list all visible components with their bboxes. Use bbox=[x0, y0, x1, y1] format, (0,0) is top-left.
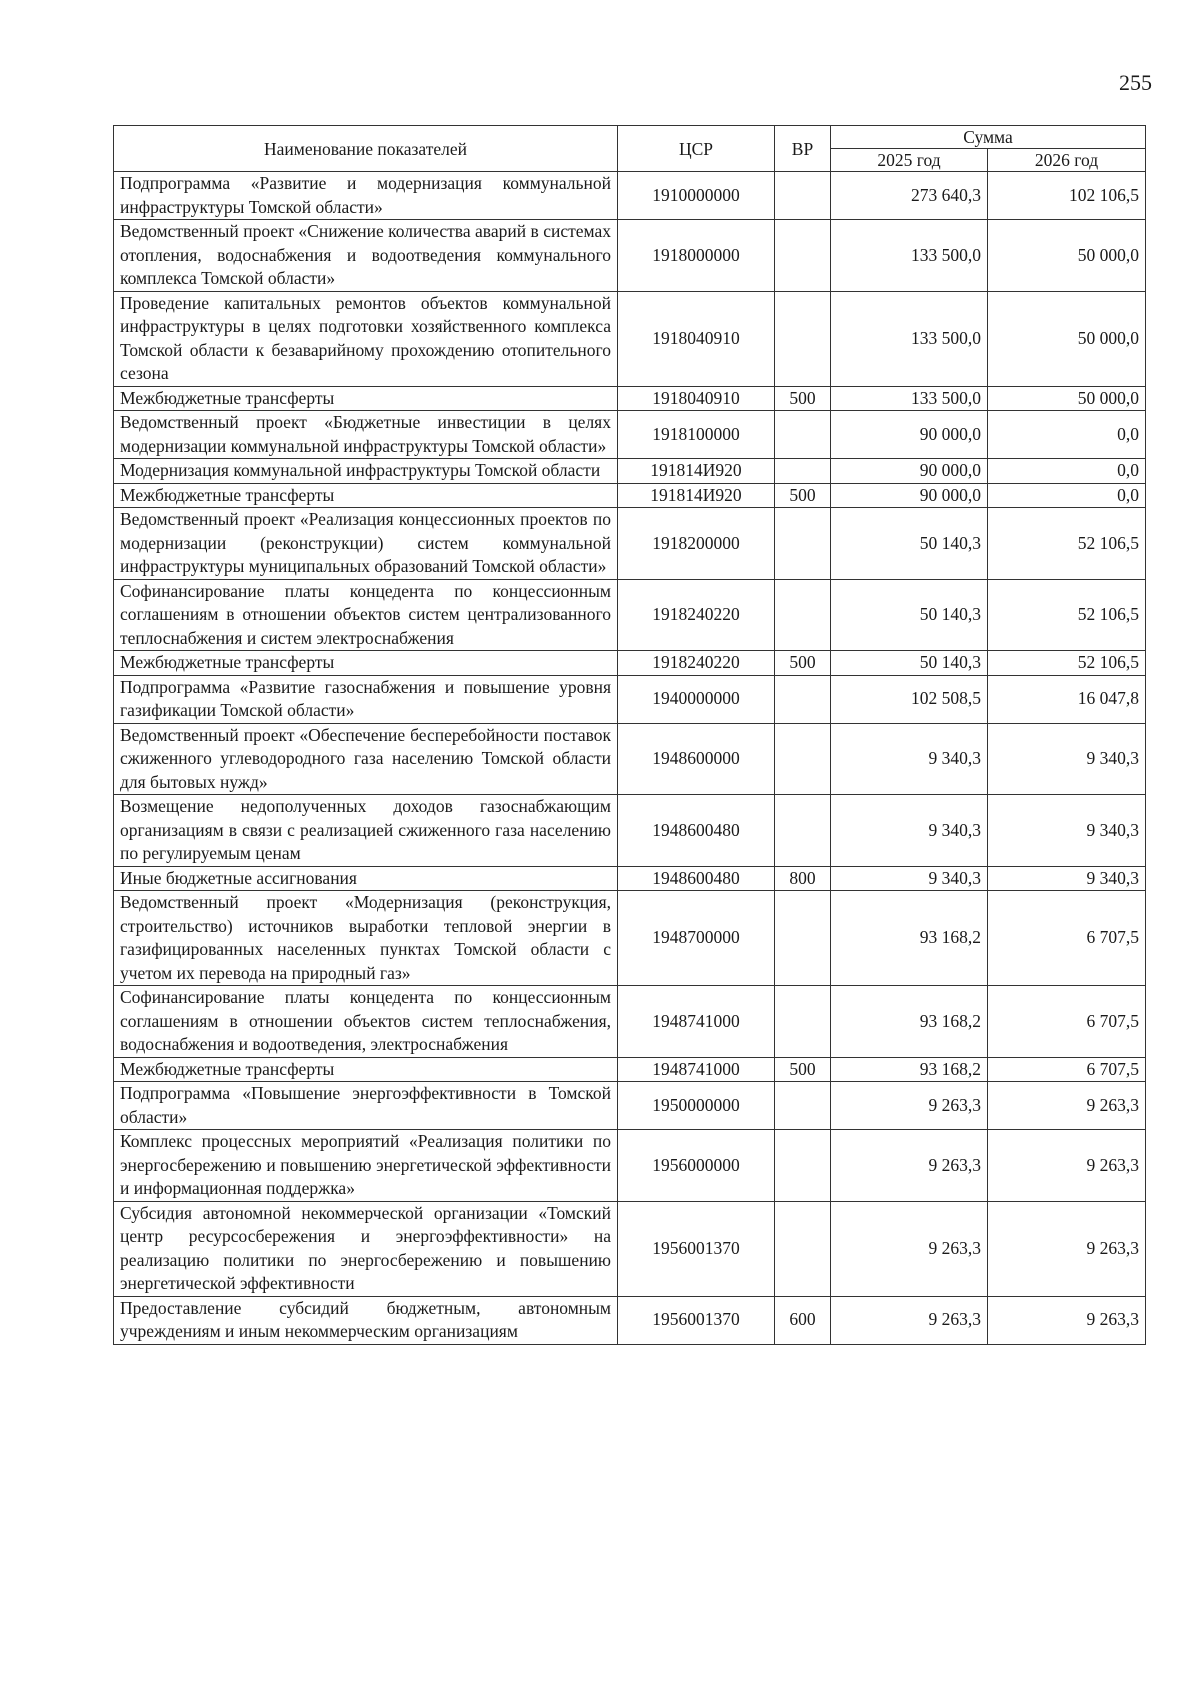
row-name: Межбюджетные трансферты bbox=[114, 651, 618, 676]
row-sum-2026: 16 047,8 bbox=[988, 675, 1146, 723]
row-csr: 191814И920 bbox=[618, 483, 775, 508]
row-csr: 1918040910 bbox=[618, 386, 775, 411]
row-sum-2025: 50 140,3 bbox=[831, 651, 988, 676]
row-name: Софинансирование платы концедента по концессионным соглашениям в отношении объектов систем теплоснабжения, водоснабжения и водоотведения, электроснабжения bbox=[114, 986, 618, 1058]
row-vr: 500 bbox=[775, 386, 831, 411]
row-sum-2025: 133 500,0 bbox=[831, 220, 988, 292]
row-csr: 1910000000 bbox=[618, 172, 775, 220]
header-csr: ЦСР bbox=[618, 126, 775, 172]
header-name: Наименование показателей bbox=[114, 126, 618, 172]
table-row bbox=[114, 723, 1146, 795]
row-sum-2026: 102 106,5 bbox=[988, 172, 1146, 220]
row-sum-2025: 9 340,3 bbox=[831, 866, 988, 891]
row-csr: 1918000000 bbox=[618, 220, 775, 292]
row-name: Ведомственный проект «Бюджетные инвестиции в целях модернизации коммунальной инфраструктуры Томской области» bbox=[114, 411, 618, 459]
table-row bbox=[114, 866, 1146, 891]
table-row bbox=[114, 891, 1146, 986]
table-row bbox=[114, 1057, 1146, 1082]
row-csr: 1948600480 bbox=[618, 795, 775, 867]
row-sum-2025: 50 140,3 bbox=[831, 579, 988, 651]
row-sum-2026: 0,0 bbox=[988, 459, 1146, 484]
row-vr bbox=[775, 508, 831, 580]
row-sum-2025: 50 140,3 bbox=[831, 508, 988, 580]
row-sum-2026: 52 106,5 bbox=[988, 579, 1146, 651]
table-row bbox=[114, 986, 1146, 1058]
row-vr bbox=[775, 411, 831, 459]
row-sum-2025: 93 168,2 bbox=[831, 1057, 988, 1082]
header-sum: Сумма bbox=[831, 126, 1146, 149]
row-sum-2025: 9 340,3 bbox=[831, 795, 988, 867]
row-sum-2025: 9 263,3 bbox=[831, 1201, 988, 1296]
row-sum-2026: 9 263,3 bbox=[988, 1296, 1146, 1344]
page-number: 255 bbox=[1119, 70, 1152, 95]
row-csr: 1948700000 bbox=[618, 891, 775, 986]
table-row bbox=[114, 1296, 1146, 1344]
table-row bbox=[114, 386, 1146, 411]
row-csr: 191814И920 bbox=[618, 459, 775, 484]
row-sum-2026: 6 707,5 bbox=[988, 986, 1146, 1058]
row-csr: 1918240220 bbox=[618, 579, 775, 651]
table-row bbox=[114, 1130, 1146, 1202]
row-csr: 1940000000 bbox=[618, 675, 775, 723]
row-name: Подпрограмма «Развитие и модернизация коммунальной инфраструктуры Томской области» bbox=[114, 172, 618, 220]
table-row bbox=[114, 651, 1146, 676]
row-vr: 500 bbox=[775, 1057, 831, 1082]
row-name: Комплекс процессных мероприятий «Реализация политики по энергосбережению и повышению энергетической эффективности и информационная поддержка» bbox=[114, 1130, 618, 1202]
row-name: Подпрограмма «Повышение энергоэффективности в Томской области» bbox=[114, 1082, 618, 1130]
table-row bbox=[114, 508, 1146, 580]
row-csr: 1956001370 bbox=[618, 1201, 775, 1296]
row-name: Возмещение недополученных доходов газоснабжающим организациям в связи с реализацией сжиженного газа населению по регулируемым ценам bbox=[114, 795, 618, 867]
row-sum-2025: 133 500,0 bbox=[831, 386, 988, 411]
row-sum-2026: 50 000,0 bbox=[988, 220, 1146, 292]
row-vr: 600 bbox=[775, 1296, 831, 1344]
row-sum-2026: 6 707,5 bbox=[988, 1057, 1146, 1082]
row-csr: 1948741000 bbox=[618, 986, 775, 1058]
row-csr: 1948741000 bbox=[618, 1057, 775, 1082]
table-row bbox=[114, 172, 1146, 220]
row-name: Межбюджетные трансферты bbox=[114, 386, 618, 411]
row-name: Подпрограмма «Развитие газоснабжения и повышение уровня газификации Томской области» bbox=[114, 675, 618, 723]
table-row bbox=[114, 795, 1146, 867]
table-row bbox=[114, 675, 1146, 723]
row-sum-2025: 273 640,3 bbox=[831, 172, 988, 220]
row-csr: 1918100000 bbox=[618, 411, 775, 459]
row-sum-2026: 0,0 bbox=[988, 411, 1146, 459]
row-vr: 800 bbox=[775, 866, 831, 891]
row-sum-2025: 93 168,2 bbox=[831, 986, 988, 1058]
row-sum-2025: 9 263,3 bbox=[831, 1082, 988, 1130]
row-vr: 500 bbox=[775, 483, 831, 508]
row-csr: 1956000000 bbox=[618, 1130, 775, 1202]
row-sum-2025: 90 000,0 bbox=[831, 483, 988, 508]
row-vr bbox=[775, 891, 831, 986]
row-name: Межбюджетные трансферты bbox=[114, 483, 618, 508]
row-name: Проведение капитальных ремонтов объектов коммунальной инфраструктуры в целях подготовки хозяйственного комплекса Томской области к безаварийному прохождению отопительного сезона bbox=[114, 291, 618, 386]
table-row bbox=[114, 411, 1146, 459]
row-sum-2025: 133 500,0 bbox=[831, 291, 988, 386]
row-vr bbox=[775, 795, 831, 867]
row-name: Ведомственный проект «Снижение количества аварий в системах отопления, водоснабжения и водоотведения коммунального комплекса Томской области» bbox=[114, 220, 618, 292]
row-sum-2026: 9 263,3 bbox=[988, 1082, 1146, 1130]
row-vr: 500 bbox=[775, 651, 831, 676]
row-vr bbox=[775, 459, 831, 484]
row-sum-2026: 9 340,3 bbox=[988, 866, 1146, 891]
row-sum-2026: 6 707,5 bbox=[988, 891, 1146, 986]
row-csr: 1950000000 bbox=[618, 1082, 775, 1130]
row-name: Межбюджетные трансферты bbox=[114, 1057, 618, 1082]
row-sum-2026: 50 000,0 bbox=[988, 386, 1146, 411]
row-name: Иные бюджетные ассигнования bbox=[114, 866, 618, 891]
row-csr: 1948600000 bbox=[618, 723, 775, 795]
row-sum-2026: 9 340,3 bbox=[988, 723, 1146, 795]
row-name: Ведомственный проект «Обеспечение бесперебойности поставок сжиженного углеводородного газа населению Томской области для бытовых нужд» bbox=[114, 723, 618, 795]
row-vr bbox=[775, 1201, 831, 1296]
row-sum-2026: 9 340,3 bbox=[988, 795, 1146, 867]
row-sum-2026: 9 263,3 bbox=[988, 1130, 1146, 1202]
row-sum-2026: 9 263,3 bbox=[988, 1201, 1146, 1296]
row-sum-2025: 90 000,0 bbox=[831, 459, 988, 484]
row-sum-2026: 50 000,0 bbox=[988, 291, 1146, 386]
row-vr bbox=[775, 172, 831, 220]
row-sum-2025: 9 340,3 bbox=[831, 723, 988, 795]
row-csr: 1948600480 bbox=[618, 866, 775, 891]
table-row bbox=[114, 459, 1146, 484]
row-csr: 1918240220 bbox=[618, 651, 775, 676]
table-row bbox=[114, 483, 1146, 508]
table-row bbox=[114, 579, 1146, 651]
row-sum-2025: 9 263,3 bbox=[831, 1296, 988, 1344]
header-year-2025: 2025 год bbox=[831, 149, 988, 172]
row-sum-2026: 52 106,5 bbox=[988, 651, 1146, 676]
table-row bbox=[114, 1201, 1146, 1296]
budget-table bbox=[113, 125, 1146, 1345]
row-csr: 1956001370 bbox=[618, 1296, 775, 1344]
row-sum-2025: 102 508,5 bbox=[831, 675, 988, 723]
row-vr bbox=[775, 579, 831, 651]
row-name: Ведомственный проект «Модернизация (реконструкция, строительство) источников выработки тепловой энергии в газифицированных населенных пунктах Томской области с учетом их перевода на природный газ» bbox=[114, 891, 618, 986]
row-name: Модернизация коммунальной инфраструктуры Томской области bbox=[114, 459, 618, 484]
row-csr: 1918200000 bbox=[618, 508, 775, 580]
row-sum-2025: 90 000,0 bbox=[831, 411, 988, 459]
row-sum-2026: 52 106,5 bbox=[988, 508, 1146, 580]
row-name: Софинансирование платы концедента по концессионным соглашениям в отношении объектов систем централизованного теплоснабжения и систем электроснабжения bbox=[114, 579, 618, 651]
row-sum-2026: 0,0 bbox=[988, 483, 1146, 508]
row-vr bbox=[775, 675, 831, 723]
row-csr: 1918040910 bbox=[618, 291, 775, 386]
row-sum-2025: 93 168,2 bbox=[831, 891, 988, 986]
row-vr bbox=[775, 1082, 831, 1130]
row-vr bbox=[775, 723, 831, 795]
row-vr bbox=[775, 220, 831, 292]
row-vr bbox=[775, 986, 831, 1058]
row-name: Ведомственный проект «Реализация концессионных проектов по модернизации (реконструкции) систем коммунальной инфраструктуры муниципальных образований Томской области» bbox=[114, 508, 618, 580]
row-vr bbox=[775, 1130, 831, 1202]
row-name: Субсидия автономной некоммерческой организации «Томский центр ресурсосбережения и энергоэффективности» на реализацию политики по энергосбережению и повышению энергетической эффективности bbox=[114, 1201, 618, 1296]
table-row bbox=[114, 220, 1146, 292]
table-row bbox=[114, 291, 1146, 386]
table-row bbox=[114, 1082, 1146, 1130]
row-name: Предоставление субсидий бюджетным, автономным учреждениям и иным некоммерческим организациям bbox=[114, 1296, 618, 1344]
header-year-2026: 2026 год bbox=[988, 149, 1146, 172]
row-vr bbox=[775, 291, 831, 386]
table-body bbox=[114, 172, 1146, 1345]
header-vr: ВР bbox=[775, 126, 831, 172]
row-sum-2025: 9 263,3 bbox=[831, 1130, 988, 1202]
